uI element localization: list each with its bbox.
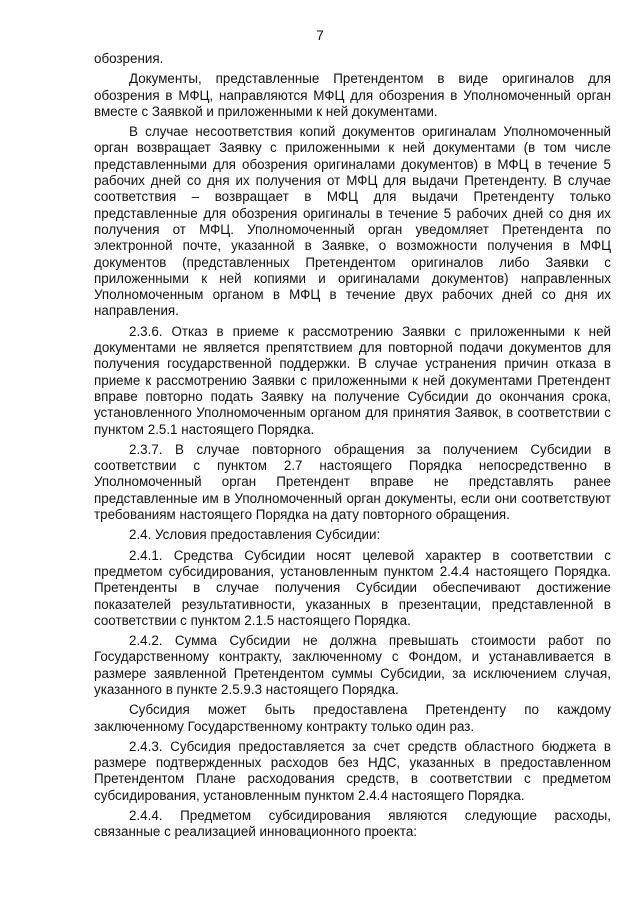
- paragraph-2-4-1: 2.4.1. Средства Субсидии носят целевой характер в соответствии с предметом субсидирования, установленным пунктом 2.4.4 настоящего Порядка. Претенденты в случае получения Субсидии обеспечивают достижение показателей результативности, указанных в презентации, представленной в соответствии с пунктом 2.1.5 настоящего Порядка.: [94, 547, 611, 628]
- paragraph-2-4-3: 2.4.3. Субсидия предоставляется за счет средств областного бюджета в размере подтвержденных расходов без НДС, указанных в предоставленном Претендентом Плане расходования средств, в соответствии с предметом субсидирования, установленным пунктом 2.4.4 настоящего Порядка.: [94, 738, 611, 803]
- paragraph-copies-mismatch: В случае несоответствия копий документов оригиналам Уполномоченный орган возвращает Заявку с приложенными к ней документами (в том числе представленными для обозрения оригиналами документов) в МФЦ в течение 5 рабочих дней со дня их получения от МФЦ для выдачи Претенденту. В случае соответствия – возвращает в МФЦ для выдачи Претенденту только представленные для обозрения оригиналы в течение 5 рабочих дней со дня их получения от МФЦ. Уполномоченный орган уведомляет Претендента по электронной почте, указанной в Заявке, о возможности получения в МФЦ документов (представленных Претендентом оригиналов либо Заявки с приложенными к ней копиями и оригиналами документов) направленных Уполномоченным органом в МФЦ в течение двух рабочих дней со дня их направления.: [94, 124, 611, 319]
- paragraph-continuation: обозрения.: [94, 51, 164, 66]
- paragraph-originals-mfc: Документы, представленные Претендентом в виде оригиналов для обозрения в МФЦ, направляются МФЦ для обозрения в Уполномоченный орган вместе с Заявкой и приложенными к ней документами.: [94, 71, 611, 119]
- paragraph-2-3-7: 2.3.7. В случае повторного обращения за получением Субсидии в соответствии с пунктом 2.7 настоящего Порядка непосредственно в Уполномоченный орган Претендент вправе не представлять ранее представленные им в Уполномоченный орган документы, если они соответствуют требованиям настоящего Порядка на дату повторного обращения.: [94, 441, 611, 523]
- paragraph-2-4-2: 2.4.2. Сумма Субсидии не должна превышать стоимости работ по Государственному контракту, заключенному с Фондом, и устанавливается в размере заявленной Претендентом суммы Субсидии, за исключением случая, указанного в пункте 2.5.9.3 настоящего Порядка.: [94, 633, 611, 697]
- page-number: 7: [316, 28, 324, 43]
- document-body: [94, 51, 611, 845]
- paragraph-2-3-6: 2.3.6. Отказ в приеме к рассмотрению Заявки с приложенными к ней документами не является препятствием для повторной подачи документов для получения государственной поддержки. В случае устранения причин отказа в приеме к рассмотрению Заявки с приложенными к ней документами Претендент вправе повторно подать Заявку на получение Субсидии до окончания срока, установленного Уполномоченным органом для принятия Заявок, в соответствии с пунктом 2.5.1 настоящего Порядка.: [94, 323, 611, 437]
- paragraph-2-4-4: 2.4.4. Предметом субсидирования являются следующие расходы, связанные с реализацией инновационного проекта:: [94, 808, 611, 840]
- paragraph-subsidy-once: Субсидия может быть предоставлена Претенденту по каждому заключенному Государственному контракту только один раз.: [94, 702, 611, 734]
- section-heading-2-4: 2.4. Условия предоставления Субсидии:: [129, 527, 381, 543]
